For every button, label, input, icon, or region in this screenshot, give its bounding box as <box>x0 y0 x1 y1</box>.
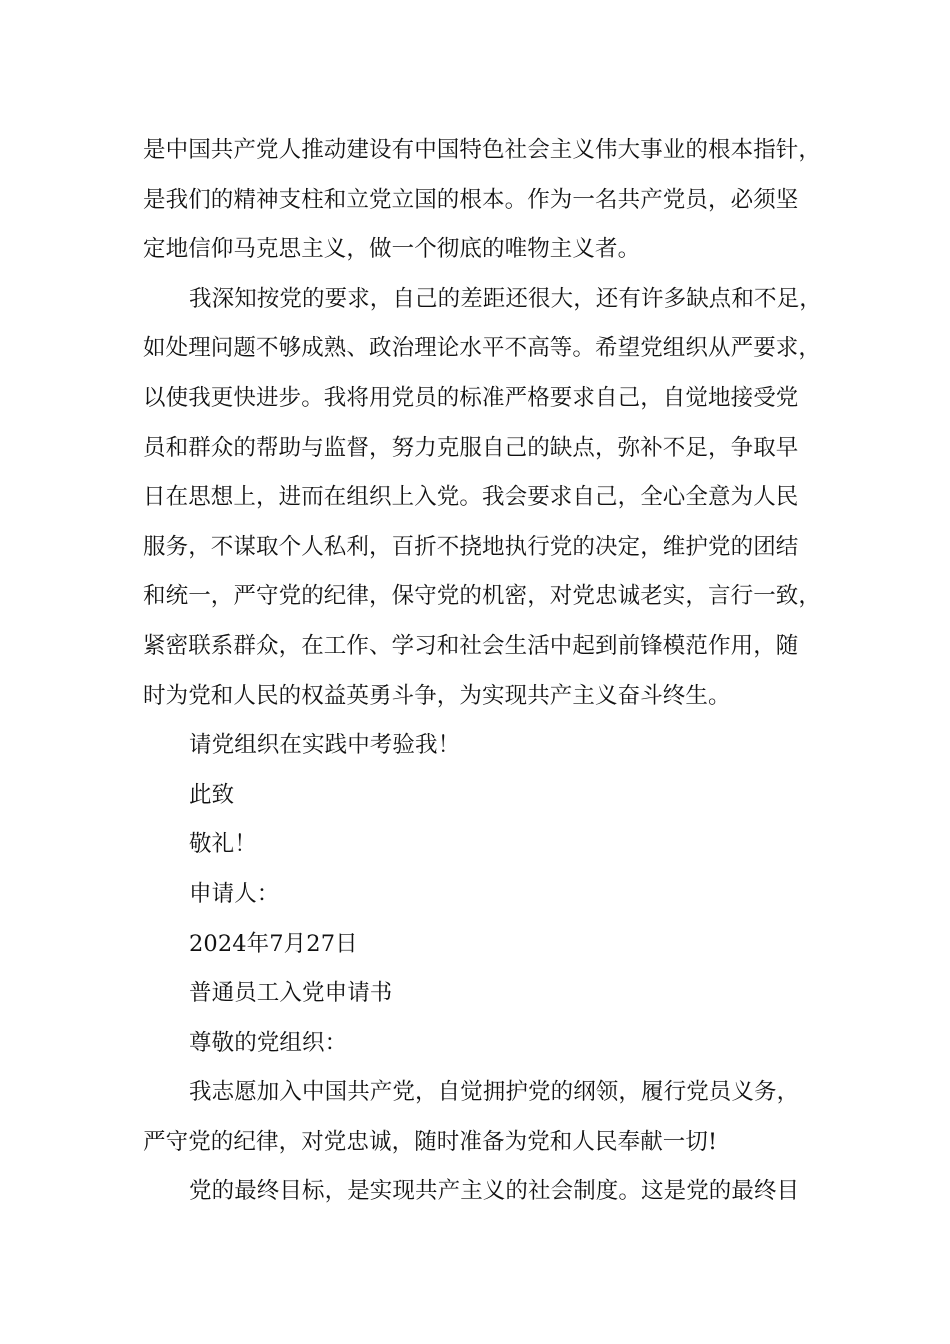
salutation-jingli: 敬礼！ <box>189 831 257 858</box>
paragraph-line: 日在思想上，进而在组织上入党。我会要求自己，全心全意为人民 <box>143 484 799 511</box>
paragraph-line: 如处理问题不够成熟、政治理论水平不高等。希望党组织从严要求， <box>143 335 822 362</box>
paragraph-line: 定地信仰马克思主义，做一个彻底的唯物主义者。 <box>143 236 641 263</box>
paragraph-line: 以使我更快进步。我将用党员的标准严格要求自己，自觉地接受党 <box>143 384 799 411</box>
document-title: 普通员工入党申请书 <box>189 980 393 1007</box>
paragraph-line: 党的最终目标，是实现共产主义的社会制度。这是党的最终目 <box>189 1178 800 1205</box>
paragraph-line: 和统一，严守党的纪律，保守党的机密，对党忠诚老实，言行一致， <box>143 583 822 610</box>
paragraph-line: 我深知按党的要求，自己的差距还很大，还有许多缺点和不足， <box>189 285 822 312</box>
paragraph-line: 是中国共产党人推动建设有中国特色社会主义伟大事业的根本指针， <box>143 137 822 163</box>
closing-request: 请党组织在实践中考验我！ <box>189 732 461 759</box>
paragraph-line: 我志愿加入中国共产党，自觉拥护党的纲领，履行党员义务， <box>189 1079 800 1106</box>
paragraph-line: 服务，不谋取个人私利，百折不挠地执行党的决定，维护党的团结 <box>143 533 799 560</box>
document-body <box>143 126 822 1217</box>
salutation-cizhi: 此致 <box>189 781 235 808</box>
greeting-line: 尊敬的党组织： <box>189 1029 348 1056</box>
paragraph-line: 是我们的精神支柱和立党立国的根本。作为一名共产党员，必须坚 <box>143 186 799 213</box>
applicant-label: 申请人： <box>189 880 280 907</box>
paragraph-line: 时为党和人民的权益英勇斗争，为实现共产主义奋斗终生。 <box>143 682 731 709</box>
paragraph-line: 紧密联系群众，在工作、学习和社会生活中起到前锋模范作用，随 <box>143 632 799 659</box>
paragraph-line: 严守党的纪律，对党忠诚，随时准备为党和人民奉献一切! <box>143 1128 718 1155</box>
paragraph-line: 员和群众的帮助与监督，努力克服自己的缺点，弥补不足，争取早 <box>143 434 799 461</box>
date-line: 2024年7月27日 <box>189 930 358 957</box>
